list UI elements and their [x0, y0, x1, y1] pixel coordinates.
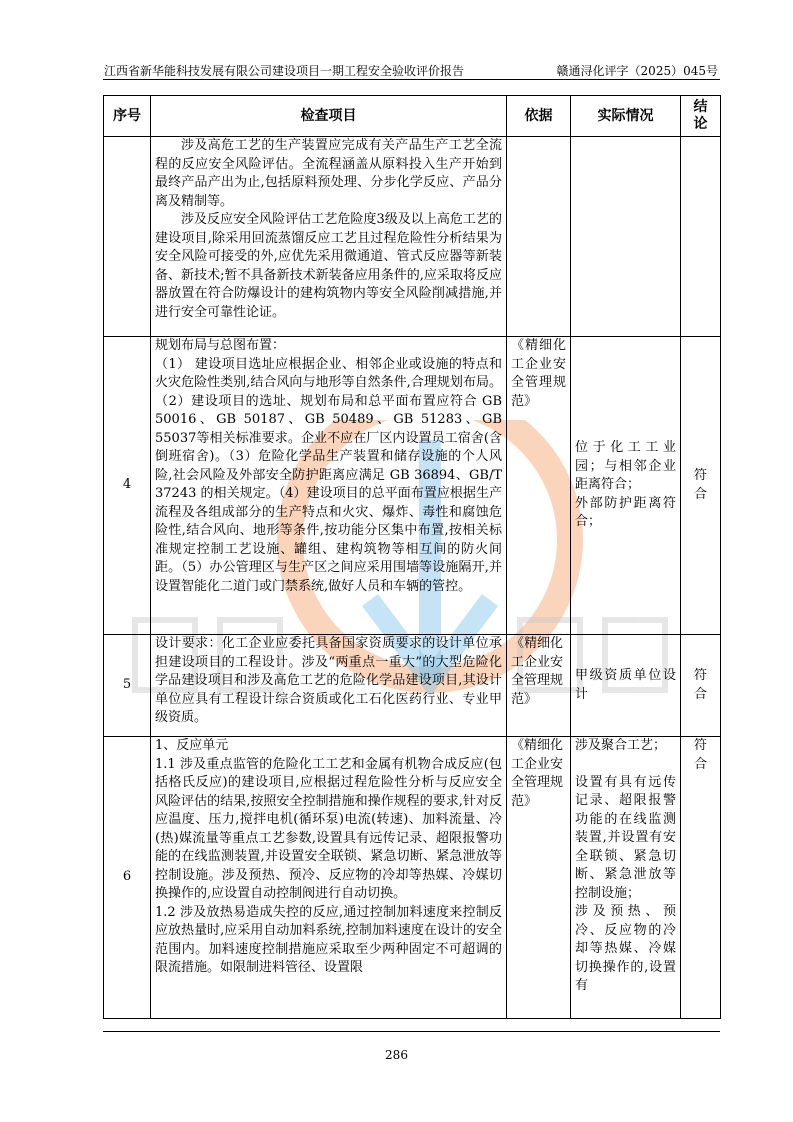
- item-paragraph: 1.1 涉及重点监管的危险化工工艺和金属有机物合成反应(包括格氏反应)的建设项目,应根据过程危险性分析与反应安全风险评估的结果,按照安全控制措施和操作规程的要求,针对反应温度、压力,搅拌电机(循环泵)电流(转速)、加料流量、冷(热)媒流量等重点工艺参数,设置具有远传记录、超限报警功能的在线监测装置,并设置安全联锁、紧急切断、紧急泄放等控制设施。涉及预热、预冷、反应物的冷却等热媒、冷媒切换操作的,应设置自动控制阀进行自动切换。: [155, 756, 502, 901]
- row-number: 6: [104, 737, 151, 1019]
- row-number: 5: [104, 635, 151, 737]
- row-actual: [571, 137, 681, 337]
- header-inspection-item: 检查项目: [151, 96, 507, 137]
- table-row: [104, 737, 721, 1019]
- row-basis: [507, 137, 571, 337]
- table-row: [104, 635, 721, 737]
- header-divider: [103, 79, 720, 80]
- actual-line: 涉及聚合工艺；: [575, 738, 667, 753]
- row-conclusion: [681, 137, 721, 337]
- row-conclusion: 符合: [681, 337, 721, 635]
- row-item: [151, 635, 507, 737]
- row-basis: 《精细化工企业安全管理规范》: [507, 737, 571, 1019]
- actual-line: 甲级资质单位设计: [575, 668, 676, 702]
- item-paragraph: 设计要求：化工企业应委托具备国家资质要求的设计单位承担建设项目的工程设计。涉及“两重点一重大”的大型危险化学品建设项目和涉及高危工艺的危险化学品建设项目,其设计单位应具有工程设计综合资质或化工石化医药行业、专业甲级资质。: [155, 636, 502, 725]
- item-paragraph: 1、反应单元: [155, 738, 229, 753]
- header-conclusion: 结论: [681, 96, 721, 137]
- actual-line: 位于化工工业园；与相邻企业距离符合；: [575, 440, 676, 493]
- row-conclusion: 符合: [681, 635, 721, 737]
- page-number: 286: [385, 1048, 408, 1062]
- row-actual: [571, 635, 681, 737]
- report-title: 江西省新华能科技发展有限公司建设项目一期工程安全验收评价报告: [104, 64, 465, 78]
- item-paragraph: 规划布局与总图布置：: [155, 338, 286, 353]
- header-basis: 依据: [507, 96, 571, 137]
- table-row: [104, 137, 721, 337]
- row-item: [151, 337, 507, 635]
- row-basis: 《精细化工企业安全管理规范》: [507, 337, 571, 635]
- row-actual: [571, 737, 681, 1019]
- row-number: 4: [104, 337, 151, 635]
- report-number: 赣通浔化评字（2025）045号: [556, 64, 718, 78]
- row-number: [104, 137, 151, 337]
- actual-line: 设置有具有远传记录、超限报警功能的在线监测装置,并设置有安全联锁、紧急切断、紧急泄放等控制设施；: [575, 774, 676, 901]
- row-item: [151, 737, 507, 1019]
- item-paragraph: 涉及反应安全风险评估工艺危险度3级及以上高危工艺的建设项目,除采用回流蒸馏反应工艺且过程危险性分析结果为安全风险可接受的外,应优先采用微通道、管式反应器等新装备、新技术;暂不具备新技术新装备应用条件的,应采取将反应器放置在符合防爆设计的建构筑物内等安全风险削减措施,并进行安全可靠性论证。: [155, 212, 502, 320]
- actual-line: 涉及预热、预冷、反应物的冷却等热媒、冷媒切换操作的,设置有: [575, 904, 676, 993]
- item-paragraph: （1） 建设项目选址应根据企业、相邻企业或设施的特点和火灾危险性类别,结合风向与地形等自然条件,合理规划布局。（2）建设项目的选址、规划布局和总平面布置应符合 GB 50016、GB 50187、GB 50489、GB 51283、GB 55037等相关标准要求。企业不应在厂区内设置员工宿舍(含倒班宿舍)。（3）危险化学品生产装置和储存设施的个人风险,社会风险及外部安全防护距离应满足 GB 36894、GB/T 37243 的相关规定。（4）建设项目的总平面布置应根据生产流程及各组成部分的生产特点和火灾、爆炸、毒性和腐蚀危险性,结合风向、地形等条件,按功能分区集中布置,按相关标准规定控制工艺设施、罐组、建构筑物等相互间的防火间距。（5）办公管理区与生产区之间应采用围墙等设施隔开,并设置智能化二道门或门禁系统,做好人员和车辆的管控。: [155, 356, 502, 594]
- table-row: [104, 337, 721, 635]
- actual-line: 外部防护距离符合；: [575, 495, 676, 530]
- inspection-table: [103, 95, 721, 1019]
- row-basis: 《精细化工企业安全管理规范》: [507, 635, 571, 737]
- header-actual: 实际情况: [571, 96, 681, 137]
- item-paragraph: 1.2 涉及放热易造成失控的反应,通过控制加料速度来控制反应放热量时,应采用自动加料系统,控制加料速度在设计的安全范围内。加料速度控制措施应采取至少两种固定不可超调的限流措施。如限制进料管径、设置限: [155, 904, 502, 975]
- row-conclusion: 符合: [681, 737, 721, 1019]
- header-serial: 序号: [104, 96, 151, 137]
- row-item: [151, 137, 507, 337]
- row-actual: [571, 337, 681, 635]
- table-header-row: [104, 96, 721, 137]
- item-paragraph: 涉及高危工艺的生产装置应完成有关产品生产工艺全流程的反应安全风险评估。全流程涵盖从原料投入生产开始到最终产品产出为止,包括原料预处理、分步化学反应、产品分离及精制等。: [155, 138, 502, 209]
- footer-divider: [103, 1031, 720, 1032]
